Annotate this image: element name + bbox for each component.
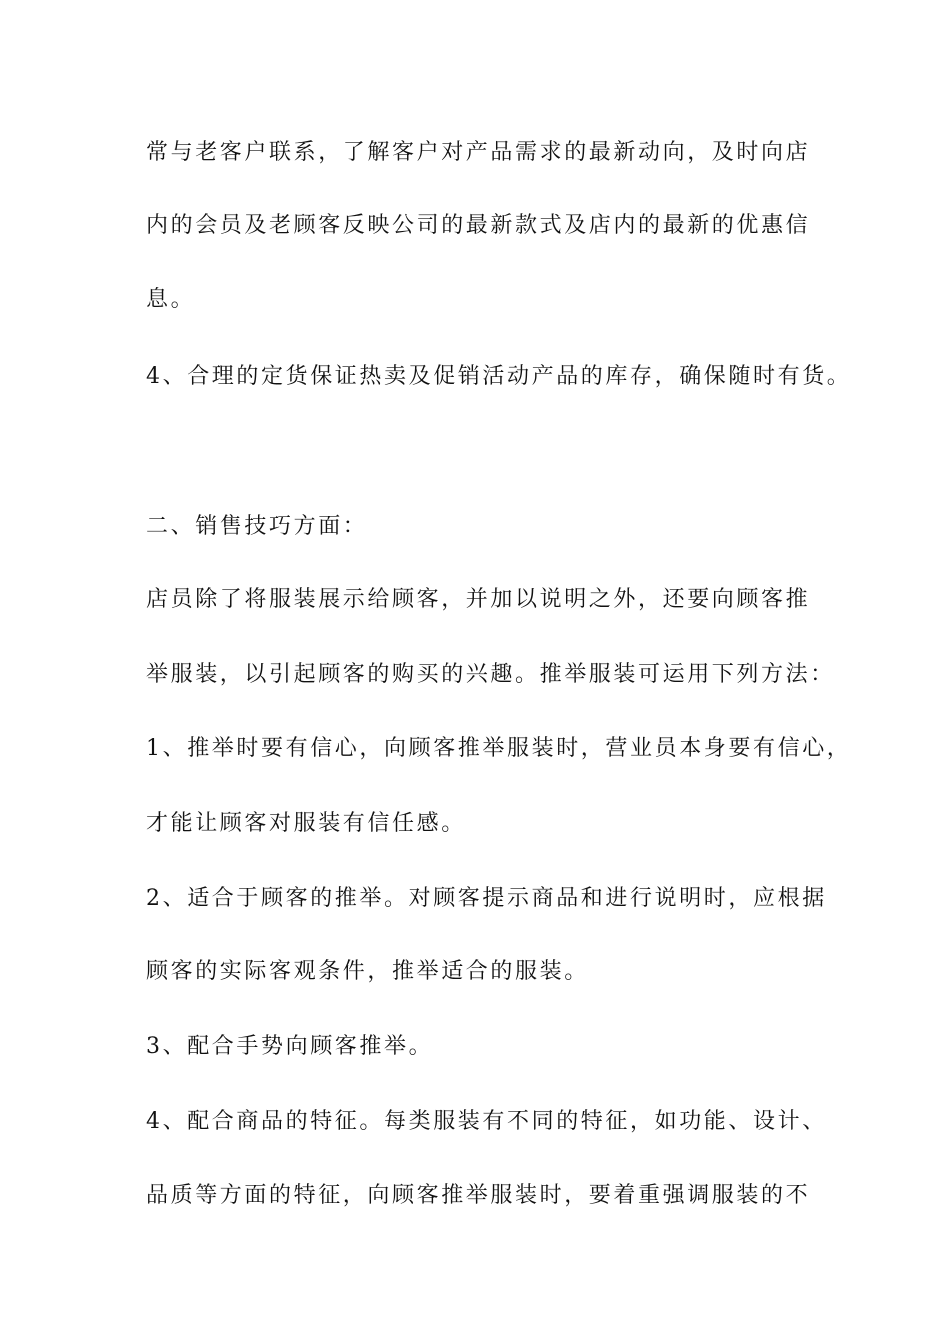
list-item-line: 3、配合手势向顾客推举。: [146, 1034, 434, 1059]
paragraph-line: 常与老客户联系，了解客户对产品需求的最新动向，及时向店: [146, 140, 811, 165]
list-item-line: 4、配合商品的特征。每类服装有不同的特征，如功能、设计、: [146, 1109, 827, 1134]
section-heading: 二、销售技巧方面：: [146, 514, 368, 539]
paragraph-line: 品质等方面的特征，向顾客推举服装时，要着重强调服装的不: [146, 1183, 811, 1208]
list-item-line: 4、合理的定货保证热卖及促销活动产品的库存，确保随时有货。: [146, 364, 852, 389]
paragraph-line: 举服装，以引起顾客的购买的兴趣。推举服装可运用下列方法：: [146, 662, 835, 687]
paragraph-line: 顾客的实际客观条件，推举适合的服装。: [146, 959, 589, 984]
paragraph-line: 息。: [146, 287, 196, 312]
paragraph-line: 才能让顾客对服装有信任感。: [146, 811, 466, 836]
list-item-line: 2、适合于顾客的推举。对顾客提示商品和进行说明时，应根据: [146, 886, 827, 911]
paragraph-line: 店员除了将服装展示给顾客，并加以说明之外，还要向顾客推: [146, 587, 811, 612]
paragraph-line: 内的会员及老顾客反映公司的最新款式及店内的最新的优惠信: [146, 213, 811, 238]
list-item-line: 1、推举时要有信心，向顾客推举服装时，营业员本身要有信心，: [146, 736, 852, 761]
